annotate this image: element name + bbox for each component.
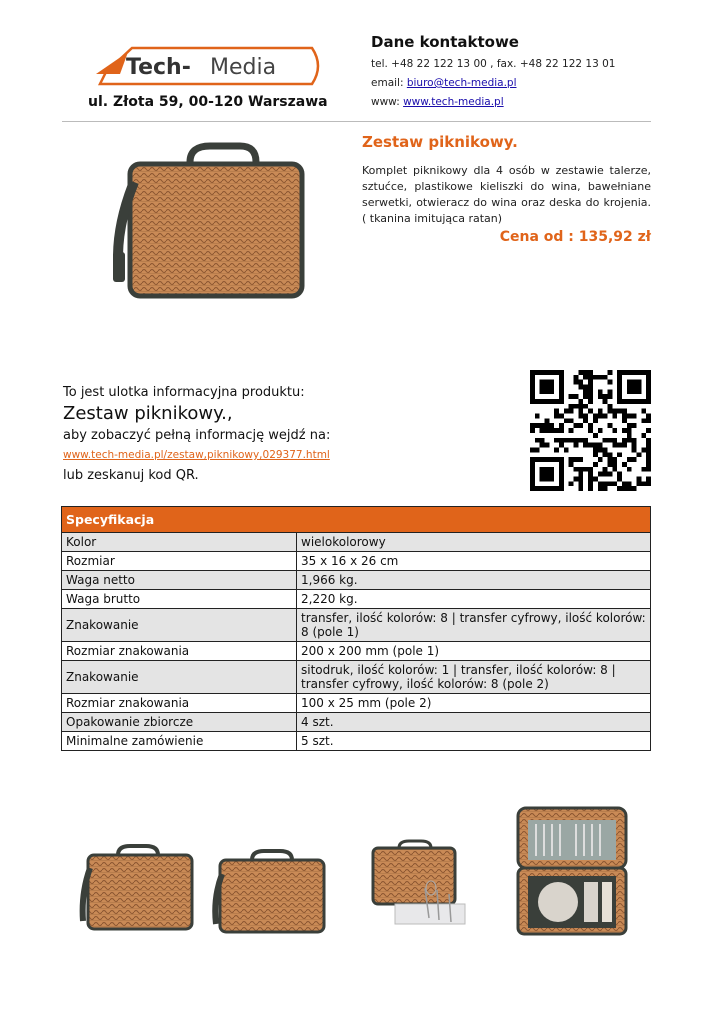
spec-key: Waga netto <box>62 571 297 590</box>
spec-row <box>62 642 651 661</box>
spec-key: Kolor <box>62 533 297 552</box>
spec-row <box>62 552 651 571</box>
spec-value: 100 x 25 mm (pole 2) <box>297 694 651 713</box>
info-intro: To jest ulotka informacyjna produktu: <box>63 385 305 400</box>
spec-row <box>62 661 651 694</box>
email-link[interactable]: biuro@tech-media.pl <box>406 77 517 89</box>
spec-row <box>62 713 651 732</box>
www-label: www: <box>371 96 404 108</box>
spec-row <box>62 732 651 751</box>
spec-row <box>62 571 651 590</box>
spec-key: Opakowanie zbiorcze <box>62 713 297 732</box>
logo-text-tech: Tech- <box>126 55 191 80</box>
spec-key: Rozmiar znakowania <box>62 642 297 661</box>
spec-value: 1,966 kg. <box>297 571 651 590</box>
contact-title: Dane kontaktowe <box>371 33 519 51</box>
company-address: ul. Złota 59, 00-120 Warszawa <box>88 94 328 110</box>
www-line <box>371 96 504 108</box>
thumbnail-bag-angle[interactable] <box>210 848 328 936</box>
product-url-link[interactable]: www.tech-media.pl/zestaw,piknikowy,029377.html <box>63 449 330 461</box>
header-divider <box>62 121 651 122</box>
spec-value: 4 szt. <box>297 713 651 732</box>
thumbnail-bag-front[interactable] <box>78 843 195 933</box>
phone-fax-line: tel. +48 22 122 13 00 , fax. +48 22 122 13 01 <box>371 58 616 70</box>
product-title: Zestaw piknikowy. <box>362 133 518 151</box>
product-image <box>110 142 310 302</box>
spec-header: Specyfikacja <box>62 507 651 533</box>
email-label: email: <box>371 77 407 89</box>
spec-key: Znakowanie <box>62 661 297 694</box>
spec-value: 5 szt. <box>297 732 651 751</box>
spec-key: Rozmiar <box>62 552 297 571</box>
www-link[interactable]: www.tech-media.pl <box>403 96 504 108</box>
spec-row <box>62 590 651 609</box>
thumbnail-bag-open[interactable] <box>514 806 632 938</box>
qr-code-icon[interactable] <box>530 370 651 491</box>
spec-row <box>62 533 651 552</box>
spec-value: wielokolorowy <box>297 533 651 552</box>
product-price: Cena od : 135,92 zł <box>499 229 651 245</box>
spec-value: 35 x 16 x 26 cm <box>297 552 651 571</box>
spec-row <box>62 694 651 713</box>
info-visit-text: aby zobaczyć pełną informację wejdź na: <box>63 428 331 443</box>
spec-key: Rozmiar znakowania <box>62 694 297 713</box>
spec-value: transfer, ilość kolorów: 8 | transfer cyfrowy, ilość kolorów: 8 (pole 1) <box>297 609 651 642</box>
spec-key: Znakowanie <box>62 609 297 642</box>
info-product-name: Zestaw piknikowy., <box>63 403 233 424</box>
spec-key: Waga brutto <box>62 590 297 609</box>
spec-value: 200 x 200 mm (pole 1) <box>297 642 651 661</box>
spec-value: 2,220 kg. <box>297 590 651 609</box>
spec-key: Minimalne zamówienie <box>62 732 297 751</box>
email-line <box>371 77 517 89</box>
tech-media-logo <box>92 42 322 90</box>
info-scan-text: lub zeskanuj kod QR. <box>63 468 199 483</box>
spec-table <box>61 506 651 751</box>
spec-row <box>62 609 651 642</box>
product-description: Komplet piknikowy dla 4 osób w zestawie talerze, sztućce, plastikowe kieliszki do wina, bawełniane serwetki, otwieracz do wina oraz deska do krojenia. ( tkanina imitująca ratan) <box>362 164 651 225</box>
logo-text-media: Media <box>210 55 277 80</box>
spec-value: sitodruk, ilość kolorów: 1 | transfer, ilość kolorów: 8 | transfer cyfrowy, ilość kolorów: 8 (pole 2) <box>297 661 651 694</box>
thumbnail-bag-with-accessories[interactable] <box>365 838 475 930</box>
